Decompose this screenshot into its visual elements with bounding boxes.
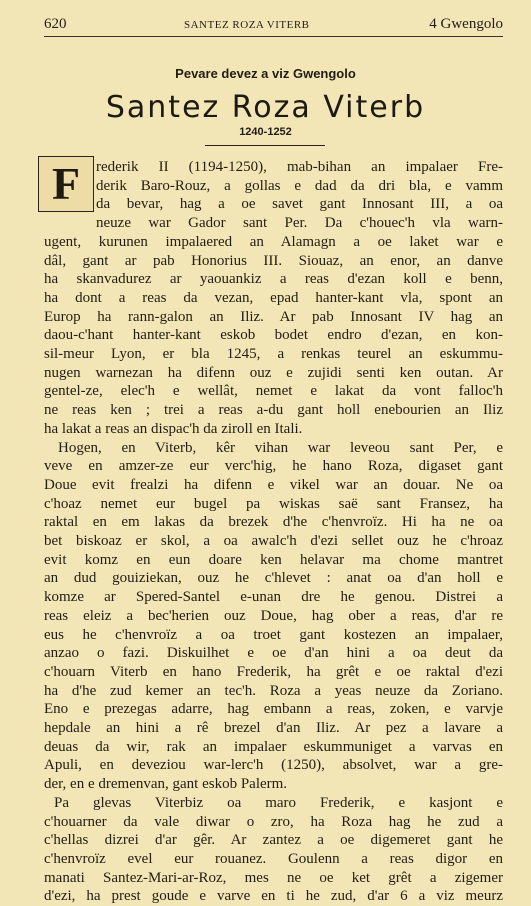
month-label: 4 Gwengolo <box>429 16 503 32</box>
text-line: neuze war Gador sant Per. Da c'houec'h vla warn- <box>96 215 503 232</box>
running-header <box>44 14 503 37</box>
text-line: hepdale an hini a rê brezel d'an Iliz. Ar pez a lavare a <box>44 720 503 736</box>
text-line: Doue evit frealzi ha difenn e vikel war an douar. Ne oa <box>44 476 503 493</box>
text-line: sil-meur Lyon, er bla 1245, a renkas teurel an eskummu- <box>44 346 503 362</box>
life-dates: 1240-1252 <box>239 126 292 138</box>
text-line: da bevar, hag a oe savet gant Innosant III, a oa <box>96 196 503 213</box>
text-line: gentel-ze, elec'h e wellât, nemet e lakat da vont falloc'h <box>44 383 503 400</box>
text-line: deuas da wir, rak an impalaer eskummuniget a varvas en <box>44 738 503 755</box>
text-line: eus he c'henvroïz a oa troet gant kostezen an impalaer, <box>44 626 503 643</box>
drop-cap-letter: F <box>51 158 81 209</box>
text-line: anzao o fazi. Diskuilhet e oe d'an hini a oa deut da <box>44 645 503 662</box>
text-line: Hogen, en Viterb, kêr vihan war leveou sant Per, e <box>58 439 503 456</box>
text-line: reas eleiz a bec'herien ouz Doue, hag ober a reas, d'ar re <box>44 607 503 624</box>
text-line: c'hellas dizrei d'ar gêr. Ar zantez a oe digemeret gant he <box>44 832 503 849</box>
text-line: c'houarner da vale diwar o zro, ha Roza hag he zud a <box>44 813 503 830</box>
text-line: ha skanvadurez ar yaouankiz a reas d'ezan koll e benn, <box>44 271 503 288</box>
text-line: d'ezi, ha prest goude e varve en ti he zud, d'ar 6 a viz meurz <box>44 888 503 905</box>
text-line: ne reas ken ; trei a reas a-du gant holl enebourien an Iliz <box>44 402 503 419</box>
text-line: dâl, gant ar pab Honorius III. Siouaz, an enor, an danve <box>44 252 503 269</box>
text-line: bet biskoaz er skol, a oa awalc'h d'ezi sellet ouz he c'hroaz <box>44 533 503 549</box>
text-line: Apuli, en deveziou war-lerc'h (1250), absolvet, war a gre- <box>44 757 503 774</box>
text-line: derik Baro-Rouz, a gollas e dad da dri bla, e vamm <box>96 177 503 194</box>
text-line: Pa glevas Viterbiz oa maro Frederik, e kasjont e <box>54 794 503 811</box>
running-title: SANTEZ ROZA VITERB <box>184 19 310 31</box>
page-title: Santez Roza Viterb <box>105 90 426 125</box>
text-line: veve en amzer-ze eur verc'hig, he hano Roza, digaset gant <box>44 458 503 475</box>
text-line: rederik II (1194-1250), mab-bihan an impalaer Fre- <box>96 159 503 175</box>
text-line: c'houarn Viterb en hano Frederik, ha grêt e oe raktal d'ezi <box>44 663 503 680</box>
text-line: c'hoaz nemet eur bugel pa wiskas saë sant Fransez, ha <box>44 495 503 512</box>
text-line: raktal en em lakas da brezek d'he c'henvroïz. Hi ha ne oa <box>44 514 503 531</box>
text-line: nugen warnezan ha difenn ouz e zujidi senti ken outan. Ar <box>44 364 503 381</box>
feast-kicker: Pevare devez a viz Gwengolo <box>175 66 356 81</box>
text-line: komze ar Spered-Santel e-unan dre he genou. Distrei a <box>44 589 503 606</box>
text-line: ha d'he zud kemer an tec'h. Roza a yeas neuze da Zoriano. <box>44 682 503 699</box>
text-line: manati Santez-Mari-ar-Roz, mes ne oe ket grêt a zigemer <box>44 869 503 886</box>
text-line: c'henvroïz evel eur rouanez. Goulenn a reas digor en <box>44 850 503 867</box>
drop-cap <box>38 156 94 212</box>
text-line: Europ ha rann-galon an Iliz. Ar pab Innosant IV hag an <box>44 308 503 325</box>
text-line: ha lakat a reas an dispac'h da ziroll en Itali. <box>44 420 303 437</box>
text-line: daou-c'hant hanter-kant eskob bodet endro d'ezan, en kon- <box>44 327 503 344</box>
text-line: der, en e dremenvan, gant eskob Palerm. <box>44 776 288 793</box>
page-number: 620 <box>44 16 67 32</box>
text-line: evit komz en eun doare ken helavar ma chome mantret <box>44 551 503 568</box>
text-line: ha dont a reas da vezan, epad hanter-kant vla, spont an <box>44 289 503 306</box>
text-line: Eno e prezegas adarre, hag embann a reas, zoken, e varvje <box>44 701 503 718</box>
title-rule <box>205 145 325 146</box>
text-line: an dud gouiziekan, ouz he c'hlevet : anat oa d'an holl e <box>44 570 503 587</box>
text-line: ugent, kurunen impalaered an Alamagn a oe laket war e <box>44 233 503 250</box>
